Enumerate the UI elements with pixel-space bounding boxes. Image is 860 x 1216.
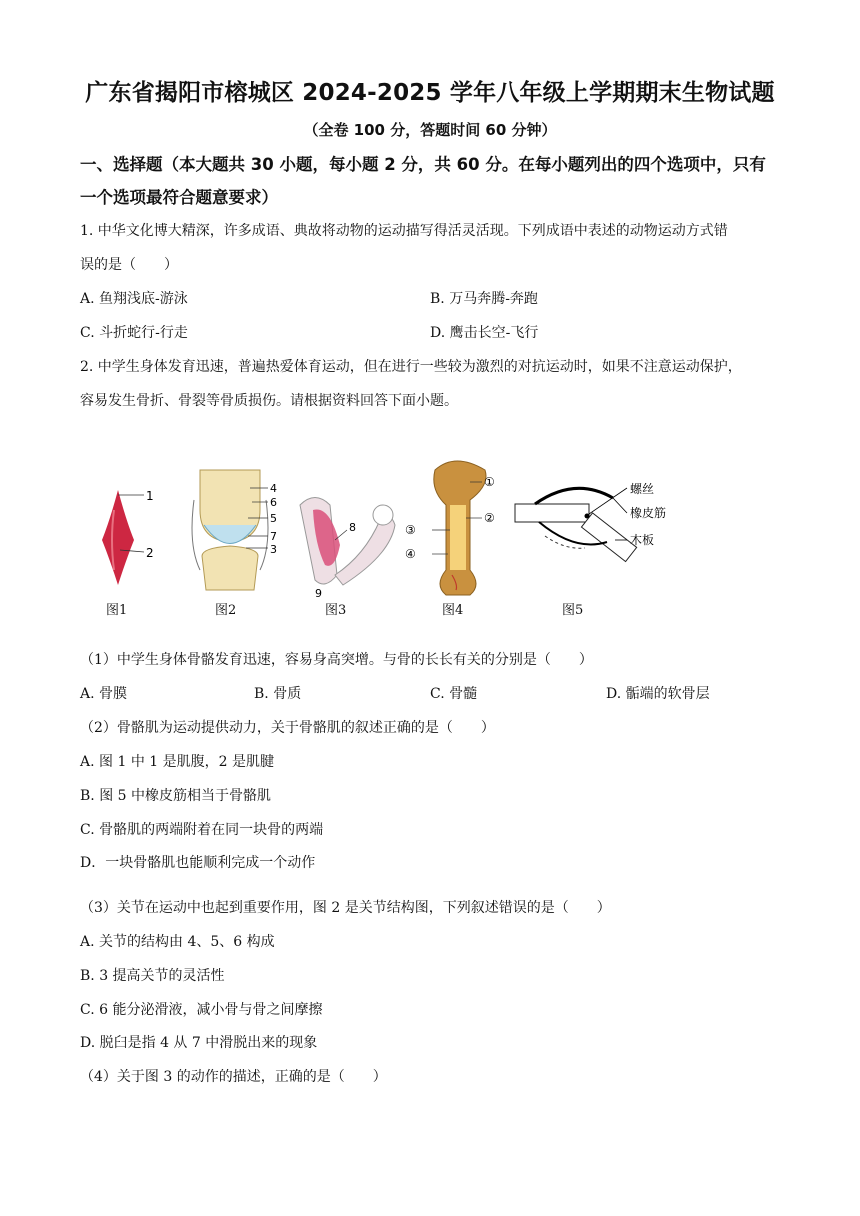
- fig1-muscle-diagram: [102, 489, 154, 585]
- fig1-caption: 图1: [106, 603, 128, 618]
- q2-sub2-option-c: C. 骨骼肌的两端附着在同一块骨的两端: [80, 822, 324, 838]
- fig2-label-7: 7: [270, 530, 277, 543]
- q2-stem-line1: 2. 中学生身体发育迅速，普遍热爱体育运动，但在进行一些较为激烈的对抗运动时，如果不注意运动保护，: [80, 359, 742, 375]
- q1-option-b: B. 万马奔腾-奔跑: [430, 291, 538, 307]
- q2-sub2-option-d: D．一块骨骼肌也能顺利完成一个动作: [80, 855, 316, 871]
- section-heading-line2: 一个选项最符合题意要求）: [80, 188, 278, 207]
- q1-stem-line1: 1. 中华文化博大精深，许多成语、典故将动物的运动描写得活灵活现。下列成语中表述的动物运动方式错: [80, 223, 728, 239]
- fig3-label-8: 8: [349, 521, 356, 534]
- q2-sub1-stem: （1）中学生身体骨骼发育迅速，容易身高突增。与骨的长长有关的分别是（ ）: [80, 652, 593, 668]
- fig4-caption: 图4: [442, 603, 464, 618]
- fig5-model-diagram: [515, 481, 666, 562]
- fig3-arm-diagram: [300, 498, 395, 601]
- q2-sub4-stem: （4）关于图 3 的动作的描述，正确的是（ ）: [80, 1069, 387, 1085]
- fig5-caption: 图5: [562, 603, 584, 618]
- q1-option-c: C. 斗折蛇行-行走: [80, 325, 188, 341]
- q2-stem-line2: 容易发生骨折、骨裂等骨质损伤。请根据资料回答下面小题。: [80, 393, 458, 409]
- fig5-label-rubber-band: 橡皮筋: [630, 506, 667, 520]
- q2-sub1-option-d: D. 骺端的软骨层: [606, 686, 710, 702]
- page-subtitle: （全卷 100 分，答题时间 60 分钟）: [303, 121, 557, 139]
- q2-sub1-option-a: A. 骨膜: [80, 686, 128, 702]
- q2-sub1-option-b: B. 骨质: [254, 686, 302, 702]
- q2-sub2-option-a: A. 图 1 中 1 是肌腹，2 是肌腱: [80, 754, 274, 770]
- fig4-label-2: ②: [484, 511, 495, 525]
- section-heading-line1: 一、选择题（本大题共 30 小题，每小题 2 分，共 60 分。在每小题列出的四个选项中，只有: [80, 155, 766, 174]
- q1-option-d: D. 鹰击长空-飞行: [430, 325, 539, 341]
- fig1-label-2: 2: [146, 546, 154, 560]
- fig2-joint-diagram: [192, 470, 277, 590]
- fig3-caption: 图3: [325, 603, 347, 618]
- q2-sub3-option-a: A. 关节的结构由 4、5、6 构成: [80, 934, 275, 950]
- q1-stem-line2: 误的是（ ）: [80, 257, 178, 273]
- fig4-label-4: ④: [405, 547, 416, 561]
- fig3-label-9: 9: [315, 587, 322, 600]
- q2-sub2-option-b: B. 图 5 中橡皮筋相当于骨骼肌: [80, 788, 271, 804]
- q2-sub3-option-d: D. 脱臼是指 4 从 7 中滑脱出来的现象: [80, 1035, 318, 1051]
- q2-figures: [80, 460, 720, 620]
- fig4-bone-diagram: [405, 461, 495, 595]
- page-title: 广东省揭阳市榕城区 2024-2025 学年八年级上学期期末生物试题: [85, 80, 775, 106]
- fig5-label-screw: 螺丝: [630, 482, 655, 496]
- fig2-caption: 图2: [215, 603, 237, 618]
- q2-sub2-stem: （2）骨骼肌为运动提供动力，关于骨骼肌的叙述正确的是（ ）: [80, 720, 495, 736]
- fig5-label-board: 木板: [630, 533, 655, 547]
- q2-sub3-option-b: B. 3 提高关节的灵活性: [80, 968, 225, 984]
- fig2-label-4: 4: [270, 482, 277, 495]
- fig2-label-3: 3: [270, 543, 277, 556]
- fig2-label-5: 5: [270, 512, 277, 525]
- q2-sub1-option-c: C. 骨髓: [430, 686, 478, 702]
- q2-sub3-option-c: C. 6 能分泌滑液，减小骨与骨之间摩擦: [80, 1002, 323, 1018]
- fig1-label-1: 1: [146, 489, 154, 503]
- fig4-label-3: ③: [405, 523, 416, 537]
- q2-sub3-stem: （3）关节在运动中也起到重要作用，图 2 是关节结构图，下列叙述错误的是（ ）: [80, 900, 611, 916]
- fig2-label-6: 6: [270, 496, 277, 509]
- fig4-label-1: ①: [484, 475, 495, 489]
- q1-option-a: A. 鱼翔浅底-游泳: [80, 291, 188, 307]
